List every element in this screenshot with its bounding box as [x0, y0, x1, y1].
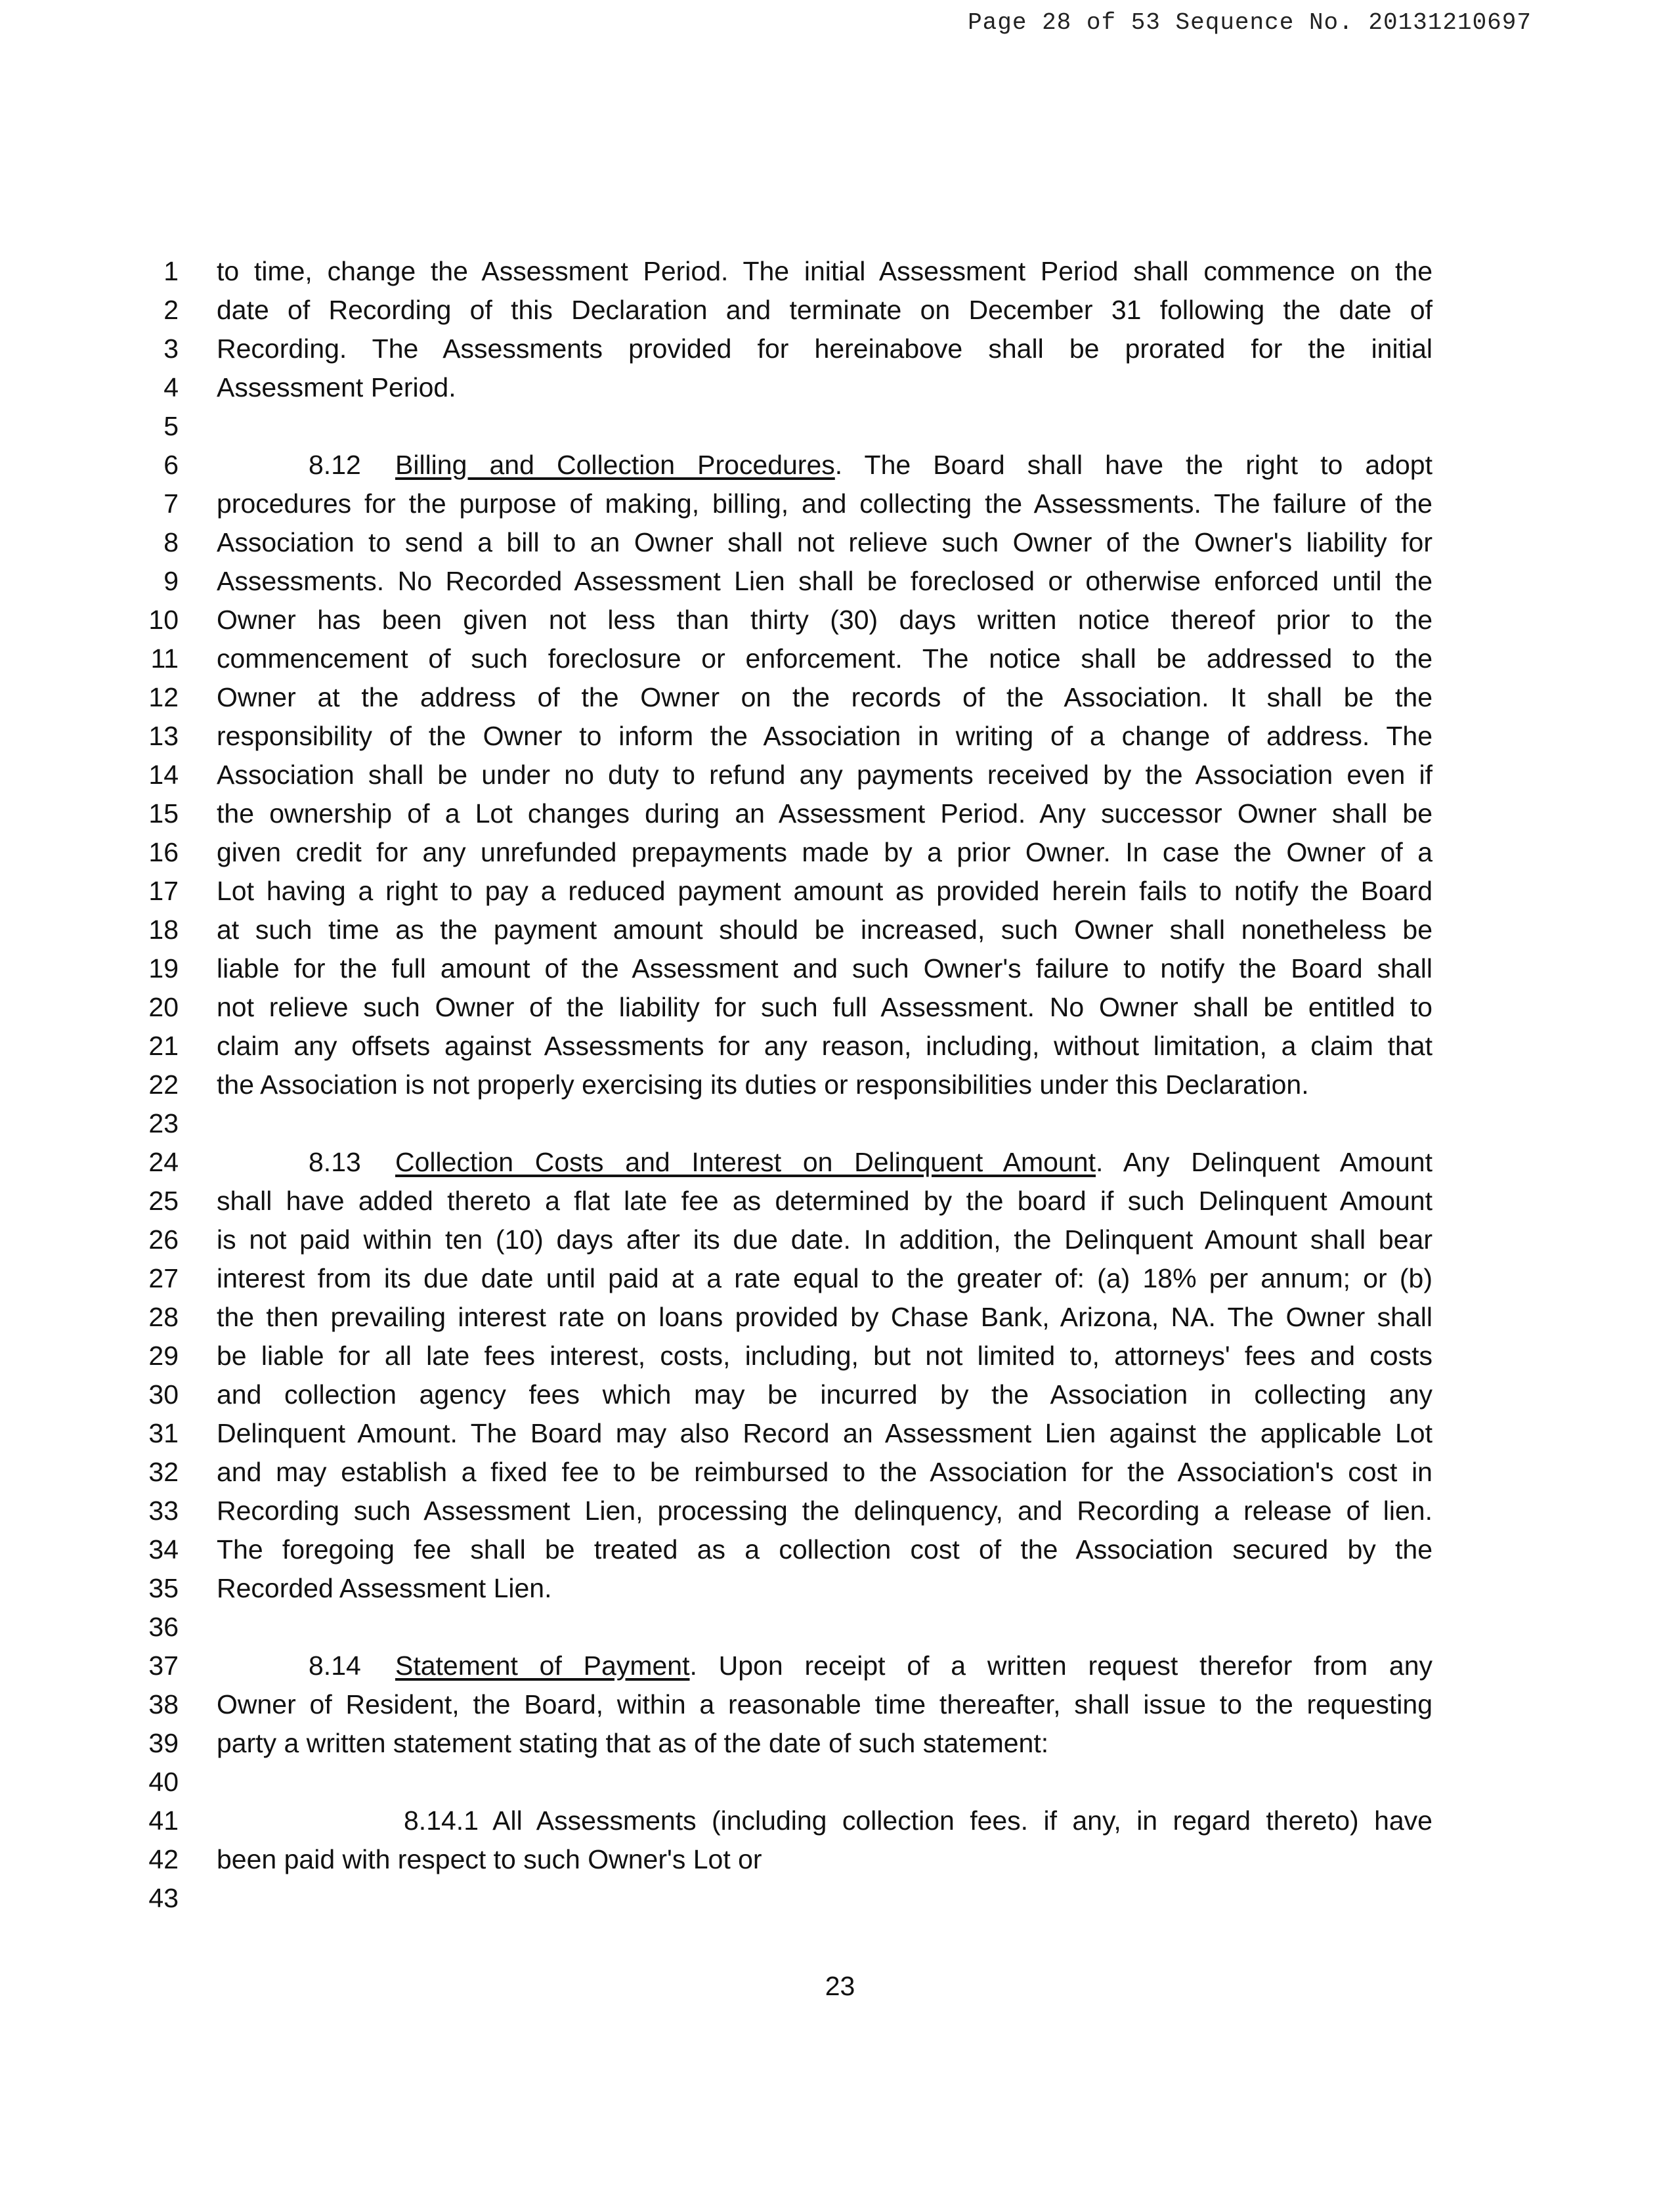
line-number: 43	[148, 1883, 179, 1913]
section-title: Collection Costs and Interest on Delinquent Amount	[395, 1147, 1096, 1177]
body-text-line: Assessments. No Recorded Assessment Lien shall be foreclosed or otherwise enforced until the	[217, 566, 1432, 596]
line-number: 27	[148, 1263, 179, 1293]
line-number: 28	[148, 1302, 179, 1332]
page-number: 23	[825, 1971, 855, 2001]
body-text-span: . Upon receipt of a written request therefor from any	[689, 1651, 1432, 1681]
line-number: 7	[163, 488, 179, 519]
line-number: 34	[148, 1534, 179, 1565]
body-text-line: claim any offsets against Assessments for any reason, including, without limitation, a claim that	[217, 1031, 1432, 1061]
line-number: 16	[148, 837, 179, 867]
body-text-line: the Association is not properly exercising its duties or responsibilities under this Declaration.	[217, 1069, 1309, 1100]
body-text-span: . Any Delinquent Amount	[1095, 1147, 1432, 1177]
body-text-span: . The Board shall have the right to adopt	[834, 450, 1432, 480]
body-text-line: Association to send a bill to an Owner shall not relieve such Owner of the Owner's liability for	[217, 527, 1432, 557]
body-text-line: the then prevailing interest rate on loans provided by Chase Bank, Arizona, NA. The Owner shall	[217, 1302, 1432, 1332]
line-number: 23	[148, 1108, 179, 1138]
body-text-line: The foregoing fee shall be treated as a collection cost of the Association secured by the	[217, 1534, 1432, 1565]
line-number: 38	[148, 1689, 179, 1719]
body-text-line: Recording. The Assessments provided for hereinabove shall be prorated for the initial	[217, 334, 1432, 364]
body-text-line: the ownership of a Lot changes during an Assessment Period. Any successor Owner shall be	[217, 798, 1432, 829]
body-text-line: Association shall be under no duty to refund any payments received by the Association even if	[217, 760, 1432, 790]
body-text-line: commencement of such foreclosure or enforcement. The notice shall be addressed to the	[217, 643, 1432, 674]
body-text-line: at such time as the payment amount should be increased, such Owner shall nonetheless be	[217, 915, 1432, 945]
body-text-line: and may establish a fixed fee to be reimbursed to the Association for the Association's cost in	[217, 1457, 1432, 1487]
body-text-line: be liable for all late fees interest, costs, including, but not limited to, attorneys' fees and costs	[217, 1341, 1432, 1371]
body-text-line: date of Recording of this Declaration and terminate on December 31 following the date of	[217, 295, 1432, 325]
line-number: 2	[163, 295, 179, 325]
line-number: 33	[148, 1496, 179, 1526]
line-number: 36	[148, 1612, 179, 1642]
line-number: 8	[163, 527, 179, 557]
line-number: 42	[148, 1844, 179, 1874]
line-number: 21	[148, 1031, 179, 1061]
line-number: 18	[148, 915, 179, 945]
body-text-line: Lot having a right to pay a reduced payment amount as provided herein fails to notify the Board	[217, 876, 1432, 906]
line-number: 12	[148, 682, 179, 712]
line-row	[0, 1607, 1680, 1647]
line-number: 6	[163, 450, 179, 480]
section-title: Statement of Payment	[395, 1651, 690, 1681]
body-text-line: not relieve such Owner of the liability for such full Assessment. No Owner shall be entitled to	[217, 992, 1432, 1022]
section-8-13-heading-line	[309, 1142, 1432, 1182]
body-text-line: given credit for any unrefunded prepayments made by a prior Owner. In case the Owner of a	[217, 837, 1432, 867]
body-text-line: liable for the full amount of the Assessment and such Owner's failure to notify the Board shall	[217, 953, 1432, 983]
line-number: 39	[148, 1728, 179, 1758]
body-text-line: Delinquent Amount. The Board may also Record an Assessment Lien against the applicable Lot	[217, 1418, 1432, 1448]
line-number: 26	[148, 1224, 179, 1255]
body-text-line: Recorded Assessment Lien.	[217, 1573, 552, 1603]
body-text-line: responsibility of the Owner to inform the Association in writing of a change of address. The	[217, 721, 1432, 751]
body-text-line: Owner of Resident, the Board, within a reasonable time thereafter, shall issue to the requesting	[217, 1689, 1432, 1719]
section-number: 8.13	[309, 1147, 361, 1177]
line-number: 19	[148, 953, 179, 983]
body-text-line: Owner at the address of the Owner on the records of the Association. It shall be the	[217, 682, 1432, 712]
line-number: 25	[148, 1186, 179, 1216]
line-number: 22	[148, 1069, 179, 1100]
body-text-line: Assessment Period.	[217, 372, 456, 402]
line-row	[0, 1104, 1680, 1143]
line-number: 41	[148, 1805, 179, 1836]
page-header: Page 28 of 53 Sequence No. 20131210697	[968, 9, 1532, 36]
section-number: 8.12	[309, 450, 361, 480]
line-row	[0, 1878, 1680, 1918]
line-number: 32	[148, 1457, 179, 1487]
line-number: 17	[148, 876, 179, 906]
body-text-line: been paid with respect to such Owner's Lot or	[217, 1844, 762, 1874]
body-text-line: and collection agency fees which may be incurred by the Association in collecting any	[217, 1379, 1432, 1410]
section-number: 8.14	[309, 1651, 361, 1681]
line-number: 14	[148, 760, 179, 790]
line-number: 30	[148, 1379, 179, 1410]
line-number: 11	[150, 643, 179, 674]
body-text-line: party a written statement stating that as of the date of such statement:	[217, 1728, 1049, 1758]
line-row	[0, 406, 1680, 446]
section-title: Billing and Collection Procedures	[395, 450, 835, 480]
body-text-line: shall have added thereto a flat late fee as determined by the board if such Delinquent Amount	[217, 1186, 1432, 1216]
line-number: 24	[148, 1147, 179, 1177]
line-number: 5	[163, 411, 179, 441]
body-text-line: to time, change the Assessment Period. The initial Assessment Period shall commence on the	[217, 256, 1432, 286]
line-number: 4	[163, 372, 179, 402]
line-number: 29	[148, 1341, 179, 1371]
body-text-line: interest from its due date until paid at a rate equal to the greater of: (a) 18% per annum; or (b)	[217, 1263, 1432, 1293]
line-number: 1	[163, 256, 179, 286]
line-number: 13	[148, 721, 179, 751]
line-number: 37	[148, 1651, 179, 1681]
section-8-12-heading-line	[309, 445, 1432, 485]
subsection-8-14-1-line: 8.14.1 All Assessments (including collection fees. if any, in regard thereto) have	[404, 1805, 1432, 1836]
line-number: 31	[148, 1418, 179, 1448]
line-number: 15	[148, 798, 179, 829]
line-number: 9	[163, 566, 179, 596]
body-text-line: Recording such Assessment Lien, processing the delinquency, and Recording a release of lien.	[217, 1496, 1432, 1526]
body-text-line: Owner has been given not less than thirty (30) days written notice thereof prior to the	[217, 605, 1432, 635]
body-text-line: is not paid within ten (10) days after its due date. In addition, the Delinquent Amount shall bear	[217, 1224, 1432, 1255]
body-text-line: procedures for the purpose of making, billing, and collecting the Assessments. The failure of the	[217, 488, 1432, 519]
line-number: 35	[148, 1573, 179, 1603]
line-number: 40	[148, 1767, 179, 1797]
line-number: 20	[148, 992, 179, 1022]
line-row	[0, 1762, 1680, 1802]
section-8-14-heading-line	[309, 1646, 1432, 1685]
line-number: 10	[148, 605, 179, 635]
line-number: 3	[163, 334, 179, 364]
